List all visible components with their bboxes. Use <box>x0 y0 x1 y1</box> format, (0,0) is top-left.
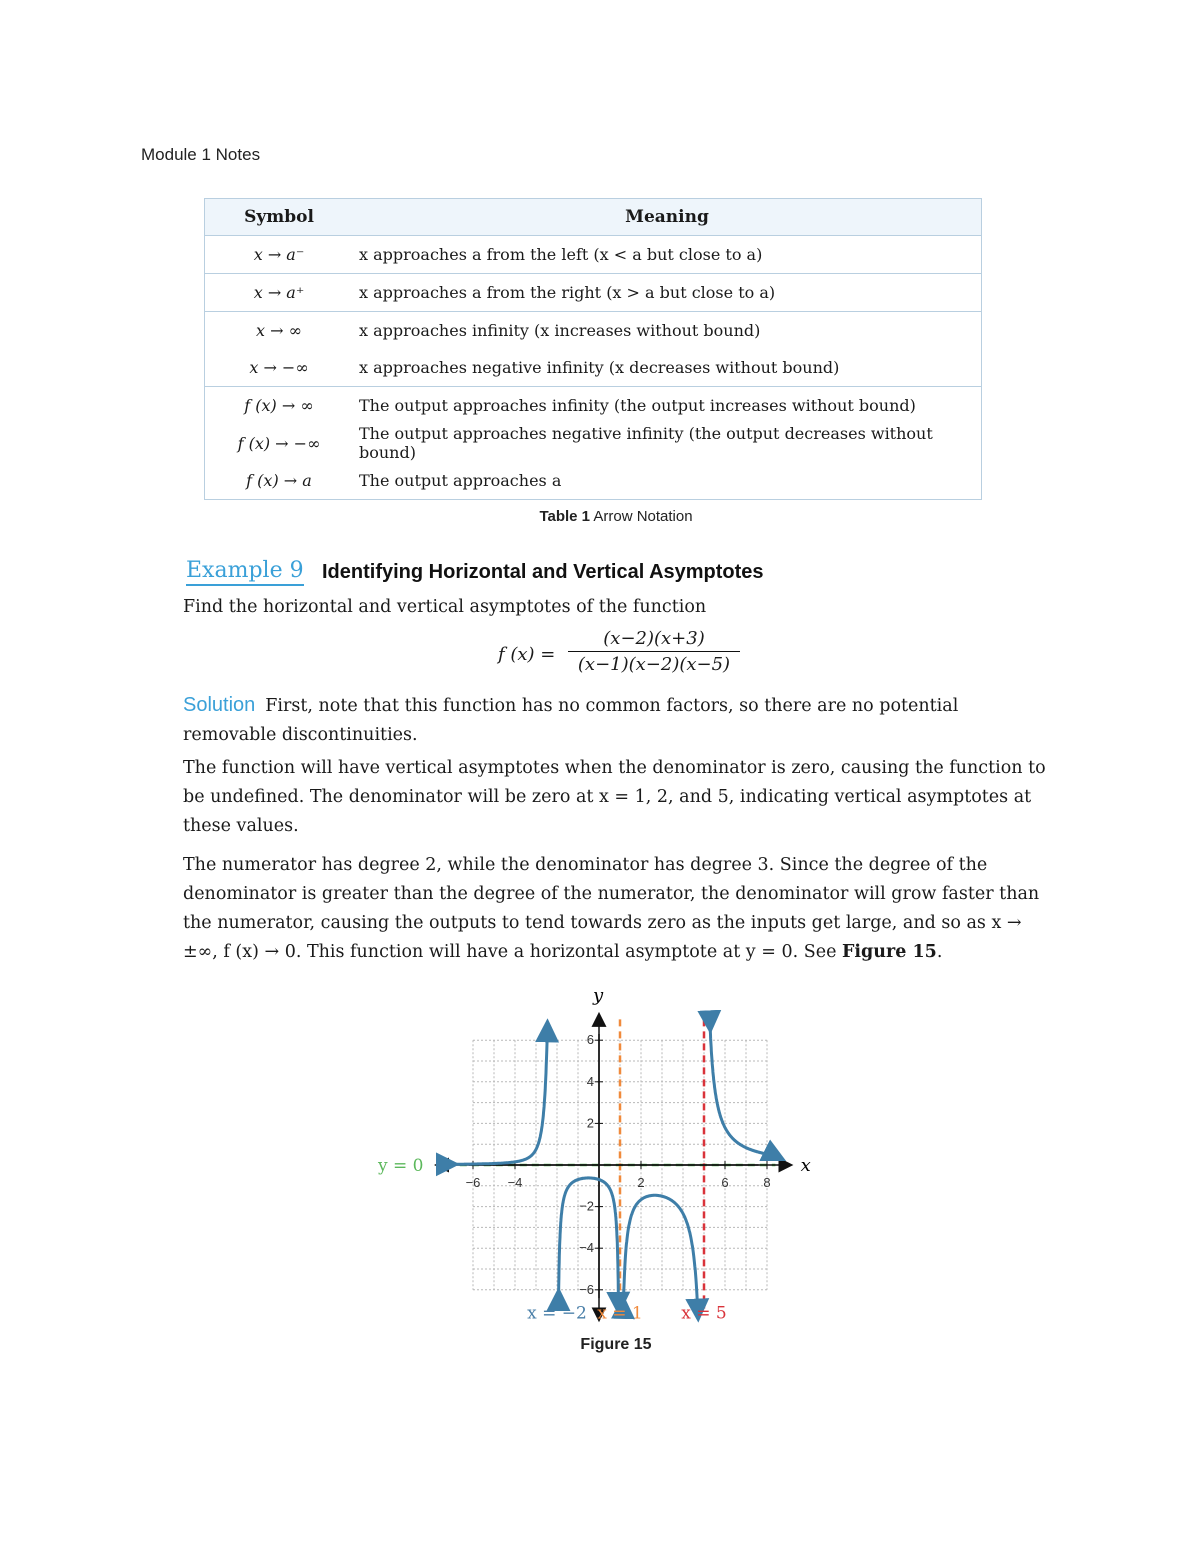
formula-denominator: (x−1)(x−2)(x−5) <box>577 654 731 675</box>
y-tick-label: 6 <box>586 1032 594 1048</box>
curve-branch-4 <box>710 1022 776 1155</box>
graph-labels <box>377 1156 727 1324</box>
x-tick-label: −4 <box>507 1175 523 1190</box>
figure-reference[interactable]: Figure 15 <box>841 942 937 962</box>
solution-text-3: The numerator has degree 2, while the denominator has degree 3. Since the degree of the denominator is greater than the degree of the numerator, the denominator will grow faster than the numerator, causing the outputs to tend towards zero as the inputs get large, and so as x → ±∞, f (x) → 0. This function will have a horizontal asymptote at y = 0. See <box>183 855 1040 962</box>
table-caption-text: Arrow Notation <box>590 508 693 525</box>
meaning-header: Meaning <box>353 199 982 236</box>
solution-text-1: First, note that this function has no common factors, so there are no potential removable discontinuities. <box>183 696 959 745</box>
table-row <box>205 387 982 425</box>
formula-fraction <box>568 628 740 675</box>
meaning-cell: The output approaches negative infinity (the output decreases without bound) <box>359 424 933 462</box>
figure-caption: Figure 15 <box>580 1336 652 1353</box>
formula-numerator: (x−2)(x+3) <box>568 628 740 652</box>
x-tick-label: −6 <box>465 1175 481 1190</box>
meaning-cell: x approaches a from the left (x < a but close to a) <box>353 236 982 274</box>
horizontal-asymptote-label: y = 0 <box>378 1156 424 1176</box>
example-title: Identifying Horizontal and Vertical Asymptotes <box>322 561 764 583</box>
x-tick-label: 2 <box>637 1175 645 1190</box>
curve-branch-3 <box>623 1195 698 1310</box>
asymptote-graph <box>370 985 830 1334</box>
table-row <box>205 274 982 312</box>
y-tick-label: −6 <box>579 1281 594 1297</box>
solution-text-3-end: . <box>936 942 943 962</box>
meaning-cell: The output approaches infinity (the output increases without bound) <box>359 396 916 415</box>
arrow-notation-table <box>204 198 982 500</box>
x-tick-label: 8 <box>763 1175 771 1190</box>
symbol-cell: f (x) → ∞ <box>244 396 314 415</box>
table-caption-label: Table 1 <box>539 508 591 525</box>
vertical-asymptote-label: x = 5 <box>681 1303 727 1324</box>
function-curves <box>448 1022 776 1310</box>
vertical-asymptote-label: x = 1 <box>597 1303 643 1324</box>
example-label[interactable]: Example 9 <box>186 558 304 586</box>
meaning-cell: x approaches a from the right (x > a but close to a) <box>353 274 982 312</box>
symbol-cell: f (x) → −∞ <box>237 433 321 453</box>
example-prompt: Find the horizontal and vertical asymptotes of the function <box>183 597 707 617</box>
graph-svg <box>370 985 830 1330</box>
symbol-cell: x → ∞ <box>256 321 302 340</box>
x-tick-label: 6 <box>721 1175 729 1190</box>
y-tick-label: 2 <box>586 1115 594 1131</box>
table-row <box>205 349 982 387</box>
table-row <box>205 424 982 462</box>
table-row <box>205 312 982 350</box>
y-axis-label: y <box>593 985 604 1006</box>
solution-label: Solution <box>183 694 256 716</box>
meaning-cell: x approaches infinity (x increases without bound) <box>359 321 761 340</box>
solution-paragraph-3 <box>183 851 1053 967</box>
table-row <box>205 236 982 274</box>
y-tick-label: −2 <box>579 1198 594 1214</box>
meaning-cell: x approaches negative infinity (x decreases without bound) <box>353 349 982 387</box>
solution-paragraph-2: The function will have vertical asymptotes when the denominator is zero, causing the function to be undefined. The denominator will be zero at x = 1, 2, and 5, indicating vertical asymptotes at these values. <box>183 758 1046 836</box>
meaning-cell: The output approaches a <box>359 471 562 490</box>
symbol-cell: x → −∞ <box>205 349 354 387</box>
table-row <box>205 462 982 500</box>
y-tick-label: −4 <box>579 1240 594 1256</box>
y-tick-label: 4 <box>586 1073 594 1089</box>
symbol-cell: f (x) → a <box>246 471 312 490</box>
table-caption <box>0 508 1200 525</box>
symbol-cell: x → a⁻ <box>205 236 354 274</box>
formula-lhs: f (x) = <box>498 644 556 665</box>
vertical-asymptote-label: x = −2 <box>527 1303 587 1324</box>
symbol-cell: x → a⁺ <box>205 274 354 312</box>
solution-paragraph-1 <box>183 691 1053 750</box>
page-header: Module 1 Notes <box>141 145 261 164</box>
symbol-header: Symbol <box>205 199 354 236</box>
x-axis-label: x <box>800 1155 811 1176</box>
